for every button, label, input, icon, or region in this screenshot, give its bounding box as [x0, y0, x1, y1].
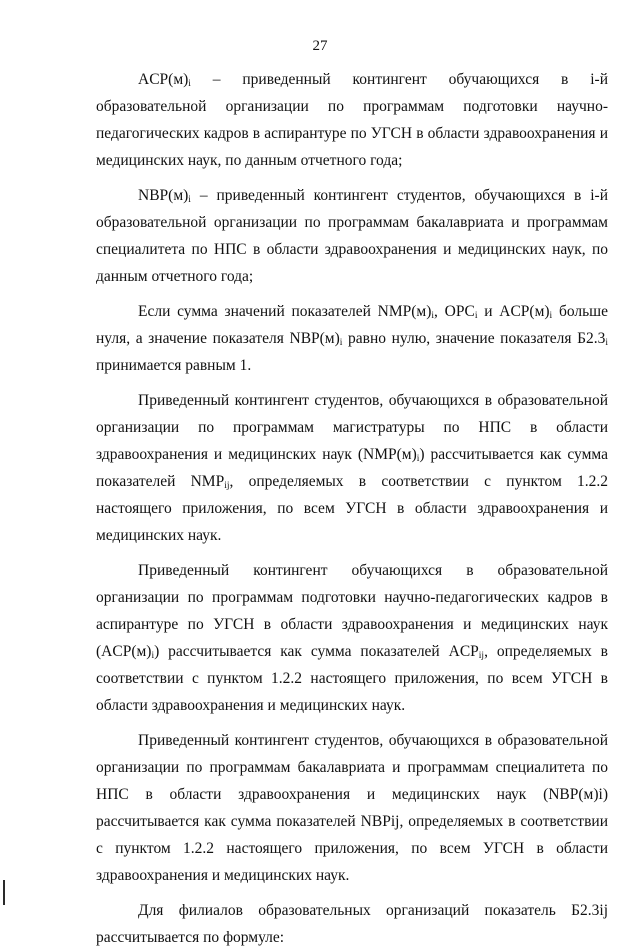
- paragraph-text: ) рассчитывается как сумма показателей NMP: [96, 446, 608, 490]
- paragraph: [96, 66, 608, 174]
- subscript-text: i: [474, 311, 478, 321]
- paragraph-text: Для филиалов образовательных организаций показатель Б2.3ij рассчитывается по формуле:: [96, 902, 608, 946]
- subscript-text: i: [188, 195, 191, 205]
- paragraph-text: больше нуля, а значение показателя NBP(м): [96, 303, 608, 347]
- paragraph-text: Приведенный контингент студентов, обучающихся в образовательной организации по программам магистратуры по НПС в области здравоохранения и медицинских наук (NMP(м): [96, 392, 608, 463]
- subscript-text: i: [188, 79, 191, 89]
- paragraph: [96, 897, 608, 951]
- subscript-text: i: [151, 651, 155, 661]
- scan-edge-mark: [3, 880, 5, 905]
- paragraph: [96, 387, 608, 549]
- subscript-text: i: [605, 338, 609, 348]
- paragraph: [96, 298, 608, 379]
- paragraph: [96, 557, 608, 719]
- subscript-text: i: [416, 454, 420, 464]
- paragraph-text: равно нулю, значение показателя Б2.3: [342, 330, 606, 347]
- subscript-text: i: [339, 338, 343, 348]
- paragraph-text: ) рассчитывается как сумма показателей ACP: [154, 643, 479, 660]
- subscript-text: ij: [224, 481, 230, 491]
- paragraph-text: , определяемых в соответствии с пунктом 1.2.2 настоящего приложения, по всем УГСН в области здравоохранения и медицинских наук.: [96, 643, 608, 714]
- paragraph-text: , определяемых в соответствии с пунктом 1.2.2 настоящего приложения, по всем УГСН в области здравоохранения и медицинских наук.: [96, 473, 608, 544]
- page-number: 27: [312, 38, 328, 54]
- paragraph-text: Приведенный контингент студентов, обучающихся в образовательной организации по программам бакалавриата и программам специалитета по НПС в области здравоохранения и медицинских наук (NBP(м)i) рассчитывается как сумма показателей NBPij, определяемых в соответствии с пунктом 1.2.2 настоящего приложения, по всем УГСН в области здравоохранения и медицинских наук.: [96, 732, 608, 884]
- paragraph-text: Приведенный контингент обучающихся в образовательной организации по программам подготовки научно-педагогических кадров в аспирантуре по УГСН в области здравоохранения и медицинских наук (ACP(м): [96, 562, 608, 660]
- subscript-text: i: [431, 311, 435, 321]
- subscript-text: i: [549, 311, 553, 321]
- paragraph-text: – приведенный контингент студентов, обучающихся в i-й образовательной организации по программам бакалавриата и программам специалитета по НПС в области здравоохранения и медицинских наук, по данным отчетного года;: [96, 187, 608, 285]
- paragraph-text: – приведенный контингент обучающихся в i-й образовательной организации по программам подготовки научно-педагогических кадров в аспирантуре по УГСН в области здравоохранения и медицинских наук, по данным отчетного года;: [96, 71, 608, 169]
- paragraph: [96, 182, 608, 290]
- subscript-text: ij: [478, 651, 485, 661]
- paragraph-text: NBP(м): [138, 187, 189, 204]
- paragraph-text: , OPC: [434, 303, 475, 320]
- paragraph-text: и ACP(м): [477, 303, 550, 320]
- paragraph-text: принимается равным 1.: [96, 357, 252, 374]
- document-body: [96, 66, 608, 951]
- paragraph: [96, 727, 608, 889]
- paragraph-text: ACP(м): [138, 71, 189, 88]
- paragraph-text: Если сумма значений показателей NMP(м): [138, 303, 432, 320]
